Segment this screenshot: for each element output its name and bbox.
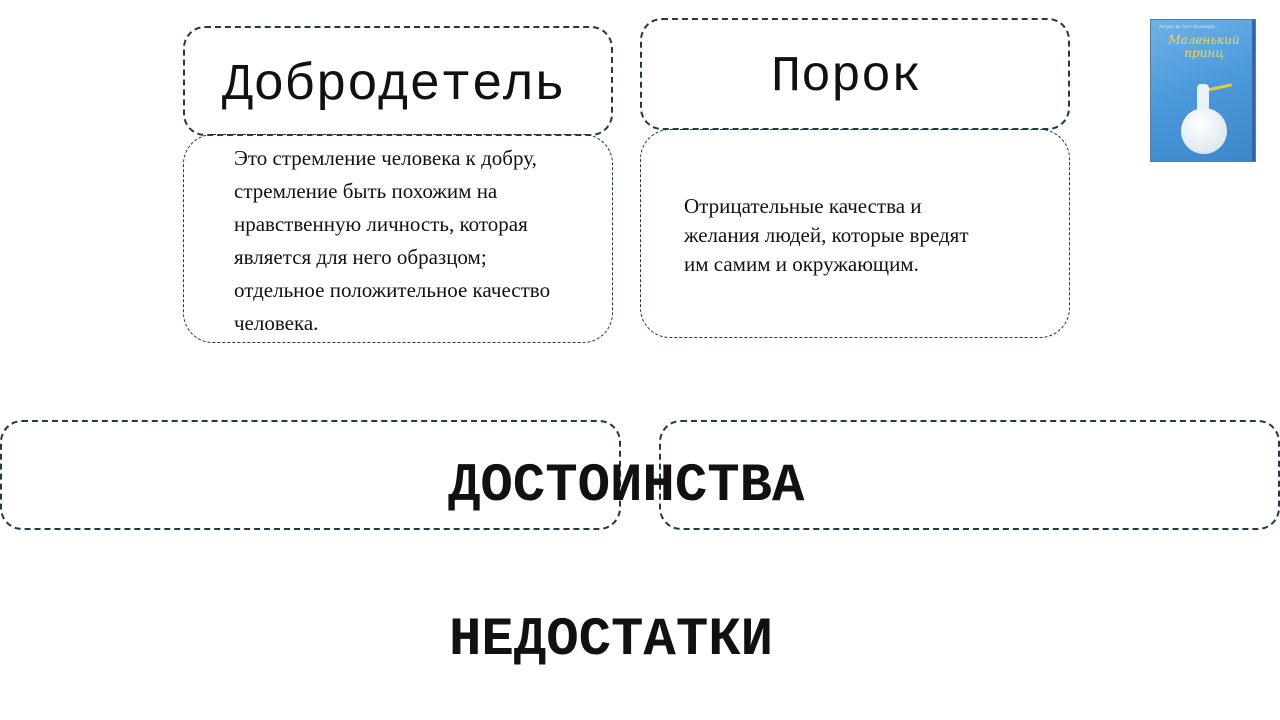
little-prince-book-cover [1150, 19, 1256, 162]
vice-line: им самим и окружающим. [684, 252, 919, 276]
virtue-title: Добродетель [222, 56, 566, 115]
planet-shape [1181, 108, 1227, 154]
book-title-line: Маленький [1168, 33, 1240, 47]
scarf-shape [1206, 83, 1232, 91]
book-author: Антуан де Сент-Экзюпери [1159, 24, 1215, 29]
book-title [1161, 34, 1247, 60]
vice-line: желания людей, которые вредят [684, 223, 969, 247]
flaws-heading: НЕДОСТАТКИ [449, 610, 774, 671]
virtue-line: является для него образцом; [234, 245, 487, 269]
merits-heading: ДОСТОИНСТВА [448, 456, 805, 517]
vice-definition [684, 192, 1044, 279]
virtue-line: нравственную личность, которая [234, 212, 528, 236]
virtue-definition [234, 142, 609, 340]
book-spine [1252, 20, 1255, 161]
vice-line: Отрицательные качества и [684, 194, 922, 218]
vice-title: Порок [771, 49, 922, 106]
virtue-line: отдельное положительное качество [234, 278, 551, 302]
virtue-line: человека. [234, 311, 319, 335]
book-title-line: принц [1184, 46, 1224, 60]
virtue-line: стремление быть похожим на [234, 179, 498, 203]
virtue-line: Это стремление человека к добру, [234, 146, 537, 170]
